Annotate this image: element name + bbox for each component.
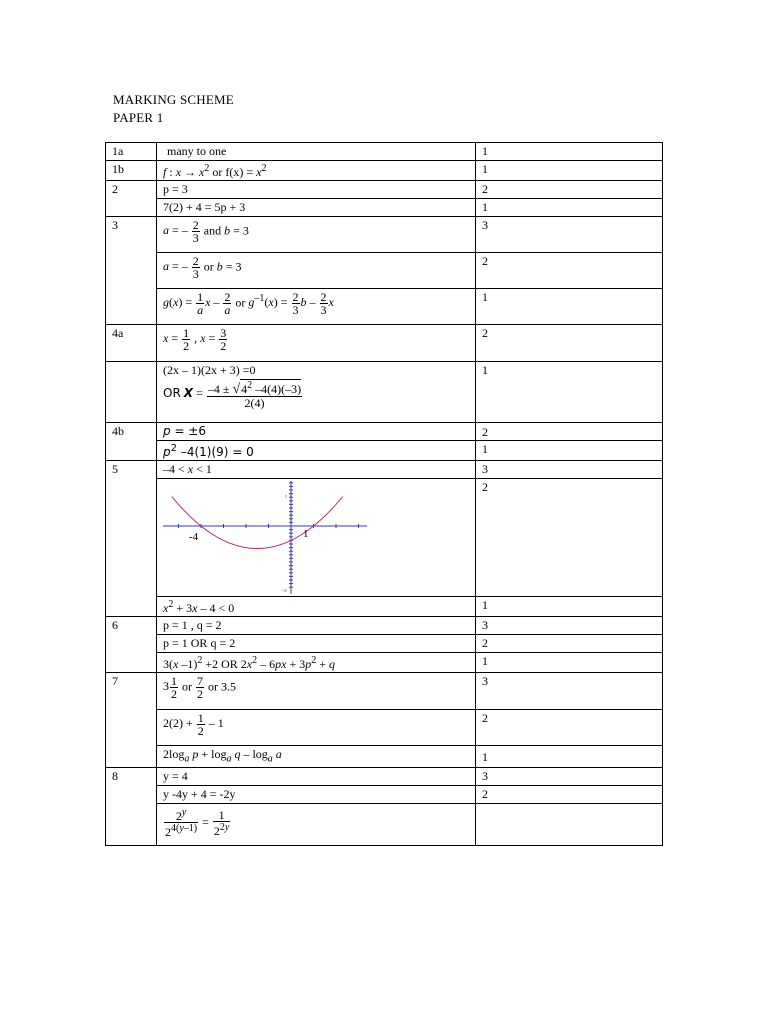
table-row bbox=[106, 617, 663, 635]
table-row bbox=[106, 217, 663, 253]
answer-cell: y -4y + 4 = -2y bbox=[157, 786, 476, 804]
table-row bbox=[106, 768, 663, 786]
math-expression: a = – $\frac{2}{3}$ bbox=[163, 218, 199, 245]
answer-cell: y = 4 bbox=[157, 768, 476, 786]
mark-cell: 1 bbox=[476, 289, 663, 325]
table-row bbox=[106, 423, 663, 441]
mark-cell: 1 bbox=[476, 441, 663, 461]
answer-cell bbox=[157, 673, 476, 710]
mark-cell: 1 bbox=[476, 746, 663, 768]
mark-cell: 3 bbox=[476, 768, 663, 786]
question-number: 8 bbox=[106, 768, 157, 846]
math-expression: a = – $\frac{2}{3}$ bbox=[163, 254, 199, 281]
answer-cell bbox=[157, 441, 476, 461]
answer-text: or f(x) = bbox=[212, 165, 254, 179]
connector-text: OR bbox=[163, 385, 181, 400]
mark-cell: 2 bbox=[476, 635, 663, 653]
math-expression: 2(2) + $\frac{1}{2}$ – 1 bbox=[163, 711, 224, 738]
answer-cell: p = 1 OR q = 2 bbox=[157, 635, 476, 653]
answer-cell bbox=[157, 597, 476, 617]
table-row bbox=[106, 441, 663, 461]
mark-cell: 3 bbox=[476, 617, 663, 635]
mark-cell: 1 bbox=[476, 143, 663, 161]
table-row bbox=[106, 786, 663, 804]
connector-text: or bbox=[182, 679, 192, 694]
math-expression: $\frac{7}{2}$ bbox=[197, 674, 203, 701]
table-row bbox=[106, 746, 663, 768]
table-row bbox=[106, 325, 663, 362]
mark-cell: 2 bbox=[476, 786, 663, 804]
answer-cell bbox=[157, 479, 476, 597]
answer-cell bbox=[157, 289, 476, 325]
answer-text: many to one bbox=[167, 144, 227, 158]
question-number: 1a bbox=[106, 143, 157, 161]
mark-cell: 2 bbox=[476, 479, 663, 597]
table-row bbox=[106, 804, 663, 846]
mark-cell: 1 bbox=[476, 199, 663, 217]
answer-text: (2x – 1)(2x + 3) =0 bbox=[163, 363, 256, 377]
table-row bbox=[106, 461, 663, 479]
connector-text: or bbox=[203, 259, 214, 274]
mark-cell: 3 bbox=[476, 461, 663, 479]
y-tick-label: 5 bbox=[285, 494, 287, 499]
answer-cell: 7(2) + 4 = 5p + 3 bbox=[157, 199, 476, 217]
math-expression: x = $\frac{1}{2}$ , x = $\frac{3}{2}$ bbox=[163, 326, 227, 353]
mark-cell bbox=[476, 804, 663, 846]
math-expression: $g^{-1}(x)$ = $\frac{2}{3}$ b – $\frac{2}{3}$ x bbox=[248, 290, 334, 317]
math-expression: $\frac{2^y}{2^{4(y-1)}}$ = $\frac{1}{2^{2y}}$ bbox=[165, 807, 230, 840]
table-row bbox=[106, 161, 663, 181]
answer-cell bbox=[157, 143, 476, 161]
mark-cell: 3 bbox=[476, 217, 663, 253]
table-row bbox=[106, 653, 663, 673]
mark-cell: 2 bbox=[476, 181, 663, 199]
marking-table bbox=[105, 142, 663, 846]
question-number: 6 bbox=[106, 617, 157, 673]
question-number: 5 bbox=[106, 461, 157, 617]
parabola-graph bbox=[157, 479, 367, 596]
table-row bbox=[106, 673, 663, 710]
table-row bbox=[106, 635, 663, 653]
y-tick-label: -10 bbox=[281, 588, 287, 593]
math-expression: $2\log_a$ $p + \log_a q - \log_a a$ bbox=[163, 747, 282, 765]
table-row bbox=[106, 253, 663, 289]
question-number: 7 bbox=[106, 673, 157, 768]
math-expression: $p^2$ –4(1)(9) = 0 bbox=[163, 443, 254, 459]
table-row bbox=[106, 710, 663, 746]
mark-cell: 2 bbox=[476, 710, 663, 746]
math-expression: b = 3 bbox=[224, 223, 249, 238]
table-row bbox=[106, 289, 663, 325]
x-axis bbox=[163, 524, 367, 528]
table-row bbox=[106, 199, 663, 217]
mark-cell: 1 bbox=[476, 597, 663, 617]
answer-cell bbox=[157, 461, 476, 479]
connector-text: or bbox=[235, 295, 246, 310]
answer-cell bbox=[157, 161, 476, 181]
math-expression: p = ±6 bbox=[163, 424, 206, 438]
math-expression: OR X = $\frac{-4 \pm √4^2 -4(4)(-3)}{2(4)}$ bbox=[163, 380, 302, 410]
math-expression: 3 $\frac{1}{2}$ bbox=[163, 674, 177, 701]
mark-cell: 3 bbox=[476, 673, 663, 710]
table-row bbox=[106, 479, 663, 597]
paper-label: PAPER 1 bbox=[113, 110, 164, 125]
answer-cell: p = 3 bbox=[157, 181, 476, 199]
answer-cell bbox=[157, 746, 476, 768]
math-expression: b = 3 bbox=[216, 259, 242, 274]
answer-cell bbox=[157, 253, 476, 289]
answer-cell bbox=[157, 653, 476, 673]
answer-cell: p = 1 , q = 2 bbox=[157, 617, 476, 635]
math-expression: $2x^2 - 6px + 3p^2 + q$ bbox=[240, 655, 335, 671]
answer-cell bbox=[157, 325, 476, 362]
mark-cell: 1 bbox=[476, 653, 663, 673]
doc-title: MARKING SCHEME bbox=[113, 92, 234, 107]
math-expression: –4 < x < 1 bbox=[163, 462, 212, 476]
question-number: 1b bbox=[106, 161, 157, 181]
mark-cell: 2 bbox=[476, 325, 663, 362]
question-number: 4b bbox=[106, 423, 157, 461]
table-row bbox=[106, 181, 663, 199]
mark-cell: 2 bbox=[476, 423, 663, 441]
question-number: 2 bbox=[106, 181, 157, 217]
mark-cell: 2 bbox=[476, 253, 663, 289]
mark-cell: 1 bbox=[476, 161, 663, 181]
math-expression: g(x) = $\frac{1}{a}$ x – $\frac{2}{a}$ bbox=[163, 290, 231, 317]
mark-cell: 1 bbox=[476, 362, 663, 423]
math-expression: f : $x \to x^2$ bbox=[163, 163, 210, 179]
root-label-left: -4 bbox=[189, 531, 199, 543]
table-row bbox=[106, 597, 663, 617]
answer-cell bbox=[157, 217, 476, 253]
connector-text: OR bbox=[221, 657, 238, 671]
table-row bbox=[106, 143, 663, 161]
answer-cell bbox=[157, 423, 476, 441]
connector-text: and bbox=[203, 223, 222, 238]
question-number: 4a bbox=[106, 325, 157, 362]
answer-cell bbox=[157, 362, 476, 423]
root-label-right: 1 bbox=[303, 528, 309, 540]
y-axis bbox=[289, 481, 293, 594]
answer-cell bbox=[157, 804, 476, 846]
question-number: 3 bbox=[106, 217, 157, 325]
table-row bbox=[106, 362, 663, 423]
math-expression: $x^2 + 3x - 4 < 0$ bbox=[163, 599, 235, 615]
math-expression: $x^2$ bbox=[256, 163, 267, 179]
answer-cell bbox=[157, 710, 476, 746]
math-expression: 3(x –1)$^2$ +2 bbox=[163, 655, 219, 671]
answer-text: or 3.5 bbox=[208, 679, 236, 694]
question-number bbox=[106, 362, 157, 423]
